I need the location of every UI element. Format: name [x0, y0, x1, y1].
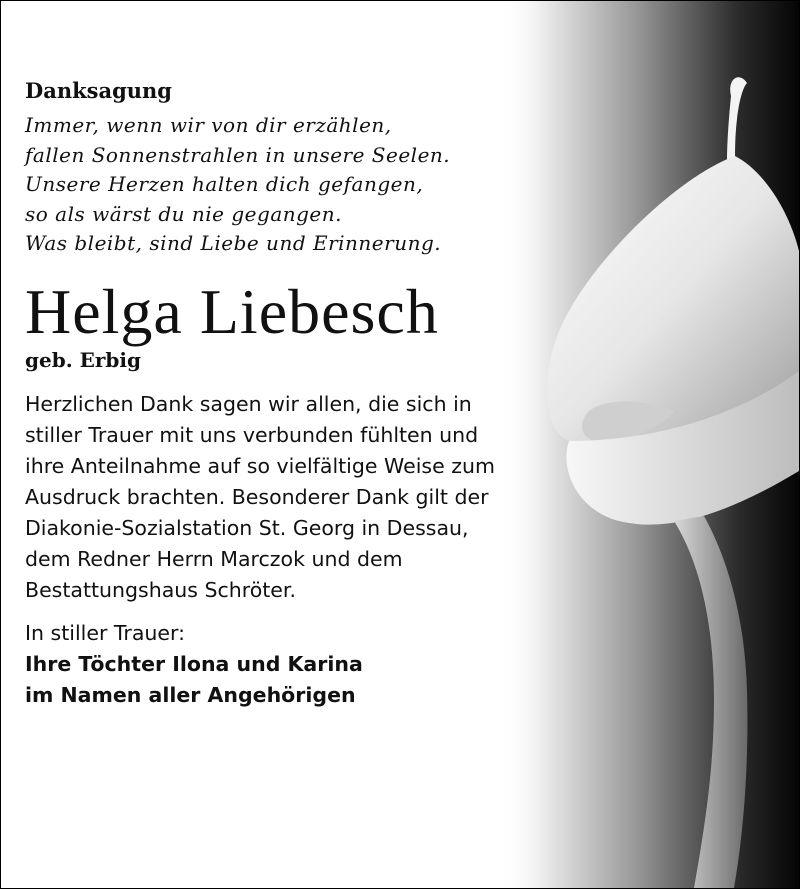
- closing-intro: In stiller Trauer:: [25, 620, 185, 645]
- signature-line: im Namen aller Angehörigen: [25, 682, 356, 707]
- thanks-line: ihre Anteilnahme auf so vielfältige Weise zum: [25, 453, 495, 478]
- thanks-line: Bestattungshaus Schröter.: [25, 577, 296, 602]
- poem-line: Unsere Herzen halten dich gefangen,: [25, 172, 424, 196]
- thanks-text: [25, 389, 585, 606]
- notice-heading: Danksagung: [25, 78, 172, 103]
- notice-content: [25, 79, 585, 711]
- poem-line: fallen Sonnenstrahlen in unsere Seelen.: [25, 142, 451, 167]
- deceased-name: Helga Liebesch: [25, 275, 439, 347]
- closing: [25, 618, 585, 711]
- thanks-line: Herzlichen Dank sagen wir allen, die sich in: [25, 391, 472, 416]
- thanks-line: Ausdruck brachten. Besonderer Dank gilt der: [25, 484, 489, 509]
- poem-line: Immer, wenn wir von dir erzählen,: [25, 113, 392, 137]
- poem: [25, 111, 585, 259]
- birth-name: geb. Erbig: [25, 347, 141, 372]
- signature-line: Ihre Töchter Ilona und Karina: [25, 651, 363, 676]
- thanks-line: dem Redner Herrn Marczok und dem: [25, 546, 403, 571]
- poem-line: so als wärst du nie gegangen.: [25, 201, 342, 226]
- thanks-line: stiller Trauer mit uns verbunden fühlten und: [25, 422, 479, 447]
- poem-line: Was bleibt, sind Liebe und Erinnerung.: [25, 231, 442, 255]
- thanks-line: Diakonie-Sozialstation St. Georg in Dessau,: [25, 515, 469, 540]
